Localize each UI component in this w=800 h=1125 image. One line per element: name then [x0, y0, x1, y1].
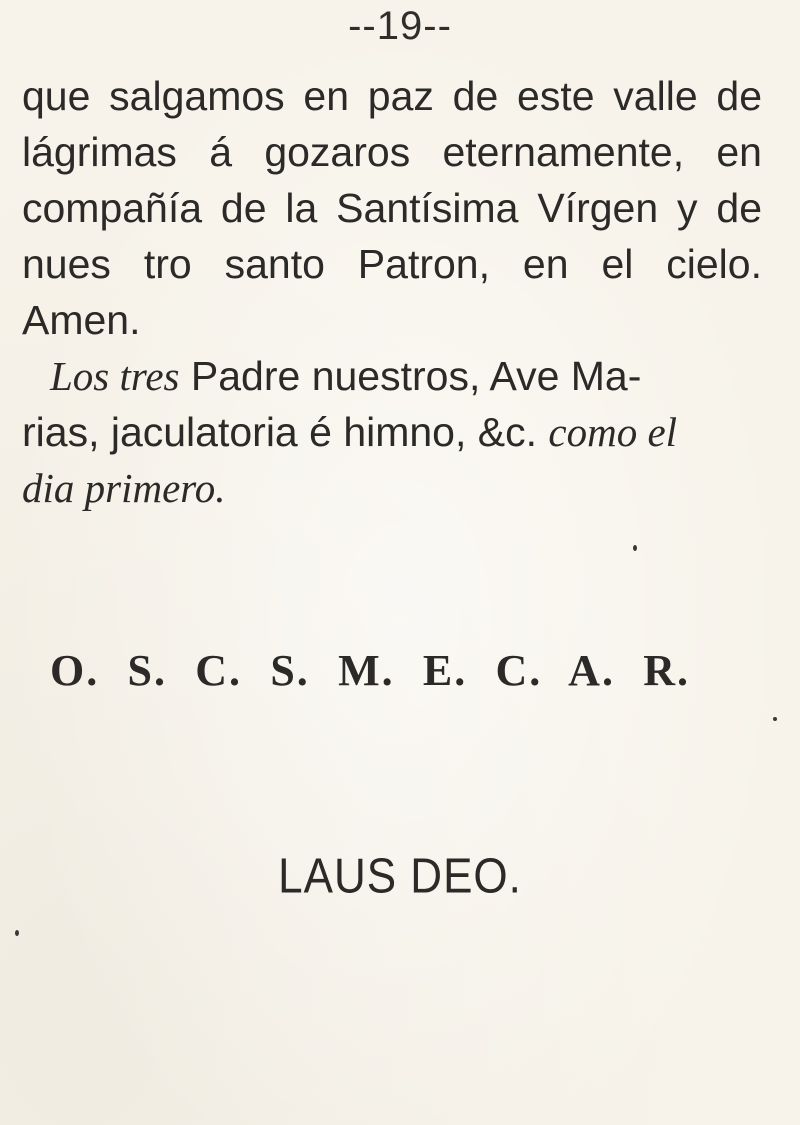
- rubric-text: rias, jaculatoria é himno, &c.: [22, 409, 549, 455]
- page-number: --19--: [348, 4, 452, 48]
- prayer-text: [22, 68, 762, 516]
- rubric-italic: dia primero.: [22, 465, 226, 511]
- text-line: nues tro santo Patron, en el cielo.: [22, 241, 762, 287]
- ink-speck: [773, 717, 777, 721]
- ink-speck: [15, 930, 19, 936]
- rubric-text: Padre nuestros, Ave Ma-: [179, 353, 642, 399]
- text-line: Amen.: [22, 297, 141, 343]
- text-line: que salgamos en paz de este valle de: [22, 73, 762, 119]
- rubric-line-2: [22, 404, 762, 460]
- closing-laus-deo: LAUS DEO.: [278, 849, 522, 904]
- rubric-italic: Los tres: [50, 353, 180, 399]
- rubric-line-1: [22, 348, 762, 404]
- text-line: lágrimas á gozaros eternamente, en: [22, 129, 762, 175]
- initials-line: O. S. C. S. M. E. C. A. R.: [50, 646, 690, 695]
- rubric-italic: como el: [548, 409, 678, 455]
- text-line: compañía de la Santísima Vírgen y de: [22, 185, 762, 231]
- ink-speck: [633, 545, 637, 551]
- rubric-line-3: [22, 460, 762, 516]
